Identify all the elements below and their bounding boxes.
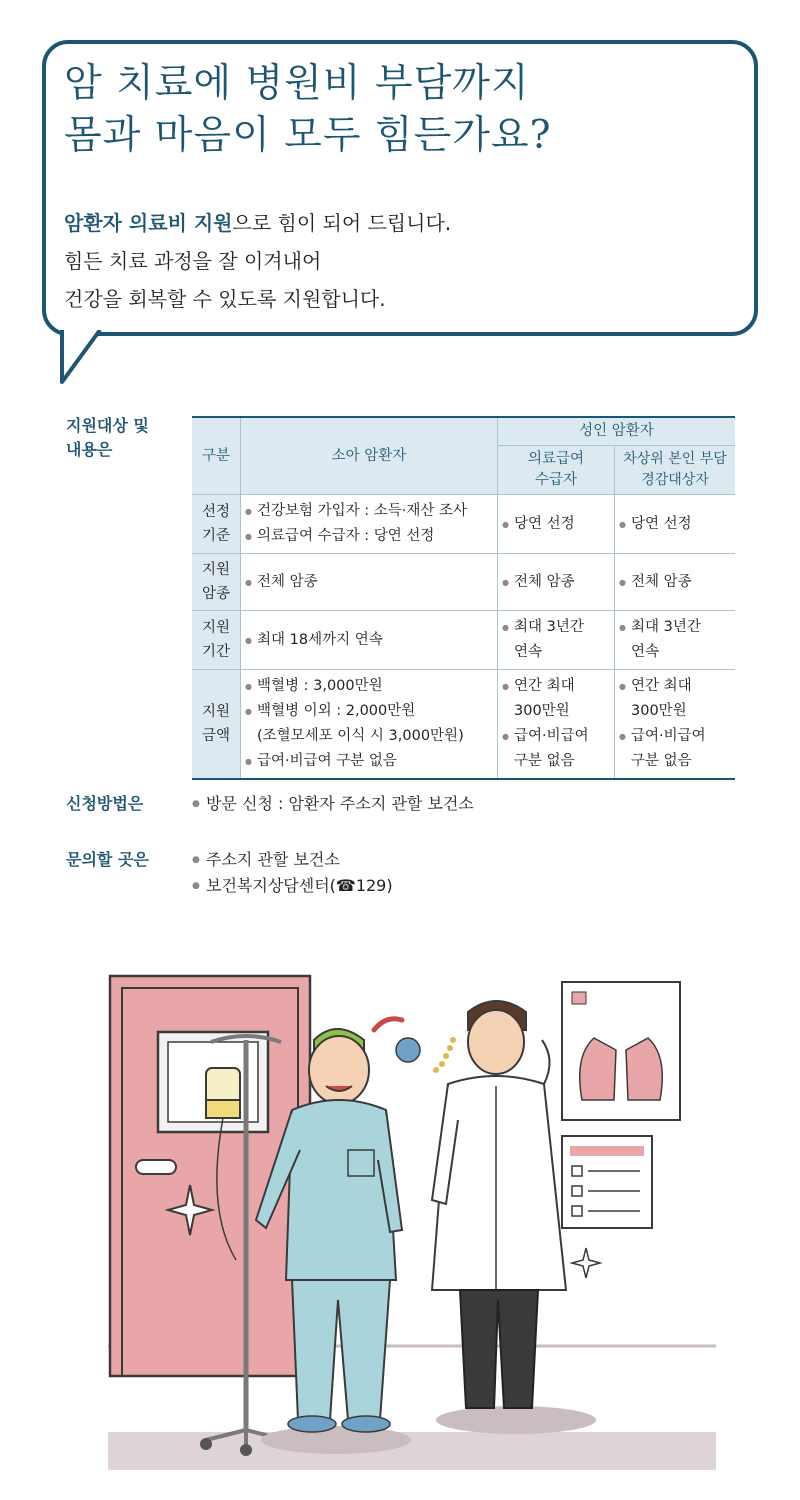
list-item: ● 보건복지상담센터(☎129)	[192, 873, 393, 899]
section-label-inquiry: 문의할 곳은	[66, 850, 149, 869]
list-item: ● 연간 최대 300만원	[502, 674, 610, 724]
list-item: ● 연간 최대 300만원	[619, 674, 731, 724]
intro-line-1: 으로 힘이 되어 드립니다.	[232, 211, 452, 235]
section-label-target: 지원대상 및 내용은	[66, 416, 149, 459]
speech-bubble-tail	[58, 330, 108, 390]
checklist-poster	[562, 1136, 652, 1228]
support-table	[192, 416, 735, 780]
header-medical-aid: 의료급여 수급자	[498, 446, 615, 495]
intro-line-3: 건강을 회복할 수 있도록 지원합니다.	[64, 287, 386, 311]
headline	[64, 58, 552, 162]
cell-child	[241, 611, 498, 670]
list-item: ● 최대 3년간 연속	[619, 615, 731, 665]
cell-child	[241, 670, 498, 780]
cell-copay-reduction	[615, 554, 736, 611]
cell-child	[241, 495, 498, 554]
list-item: ● 백혈병 이외 : 2,000만원	[245, 699, 493, 724]
cell-medical-aid	[498, 554, 615, 611]
table-row	[192, 611, 735, 670]
cell-copay-reduction	[615, 495, 736, 554]
list-item: ● 급여·비급여 구분 없음	[619, 724, 731, 774]
cell-copay-reduction	[615, 670, 736, 780]
list-item: ● 백혈병 : 3,000만원	[245, 674, 493, 699]
list-item: ● 급여·비급여 구분 없음	[502, 724, 610, 774]
list-item: ● 방문 신청 : 암환자 주소지 관할 보건소	[192, 791, 474, 817]
list-item: ● 최대 3년간 연속	[502, 615, 610, 665]
header-category: 구분	[192, 417, 241, 495]
section-label-apply: 신청방법은	[66, 794, 144, 813]
cell-medical-aid	[498, 495, 615, 554]
list-item-note: (조혈모세포 이식 시 3,000만원)	[257, 728, 464, 744]
cell-child	[241, 554, 498, 611]
row-label: 지원 금액	[192, 670, 241, 780]
list-item: ● 의료급여 수급자 : 당연 선정	[245, 524, 493, 549]
table-row	[192, 554, 735, 611]
cell-medical-aid	[498, 611, 615, 670]
headline-line-1: 암 치료에 병원비 부담까지	[64, 61, 530, 106]
row-label: 지원 암종	[192, 554, 241, 611]
list-item: ● 급여·비급여 구분 없음	[245, 749, 493, 774]
inquiry-list	[192, 847, 393, 899]
intro-line-2: 힘든 치료 과정을 잘 이겨내어	[64, 249, 322, 273]
list-item: ● 건강보험 가입자 : 소득·재산 조사	[245, 499, 493, 524]
header-child: 소아 암환자	[241, 417, 498, 495]
list-item: ● 당연 선정	[502, 512, 610, 537]
header-adult: 성인 암환자	[498, 417, 736, 446]
list-item: ● 당연 선정	[619, 512, 731, 537]
list-item: ● 주소지 관할 보건소	[192, 847, 393, 873]
row-label: 선정 기준	[192, 495, 241, 554]
list-item: ● 최대 18세까지 연속	[245, 628, 493, 653]
list-item: ● 전체 암종	[245, 570, 493, 595]
list-item: ● 전체 암종	[619, 570, 731, 595]
row-label: 지원 기간	[192, 611, 241, 670]
hospital-illustration	[86, 960, 716, 1470]
headline-line-2: 몸과 마음이 모두 힘든가요?	[64, 113, 552, 158]
lung-xray-poster	[562, 982, 680, 1120]
header-copay-reduction: 차상위 본인 부담 경감대상자	[615, 446, 736, 495]
germ-icons	[374, 1019, 456, 1073]
floor	[108, 1430, 716, 1470]
intro-text	[64, 204, 451, 318]
list-item: ● 전체 암종	[502, 570, 610, 595]
intro-emphasis: 암환자 의료비 지원	[64, 211, 233, 235]
table-row	[192, 670, 735, 780]
sparkle-icon	[572, 1248, 600, 1278]
apply-list	[192, 791, 474, 817]
wall-base	[108, 1376, 716, 1432]
cell-copay-reduction	[615, 611, 736, 670]
cell-medical-aid	[498, 670, 615, 780]
table-row	[192, 495, 735, 554]
